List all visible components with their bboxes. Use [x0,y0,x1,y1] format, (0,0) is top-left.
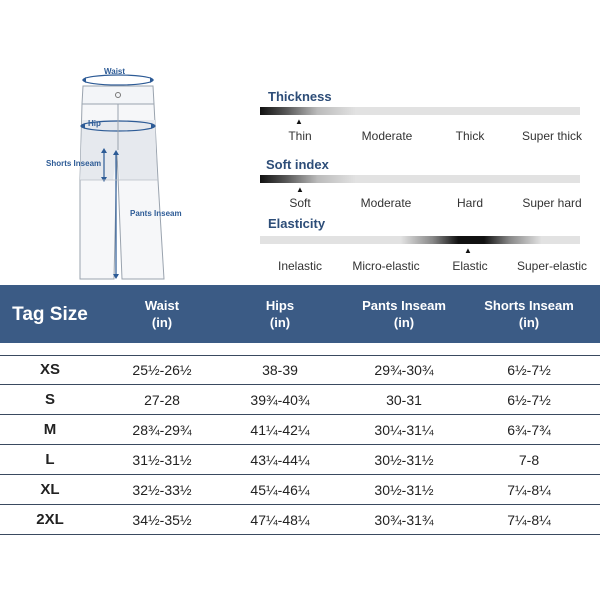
pants-measurement-diagram [0,0,260,285]
header-shorts-inseam-unit: (in) [518,315,540,330]
cell-size: 2XL [36,511,64,528]
cell-waist: 25½-26½ [132,362,192,378]
elasticity-option-inelastic: Inelastic [277,259,323,273]
header-pants-inseam [345,285,463,343]
table-row [0,386,600,415]
cell-pants-inseam: 30¾-31¾ [374,512,434,528]
header-waist-unit: (in) [151,315,173,330]
elasticity-option-micro-elastic: Micro-elastic [352,259,420,273]
elasticity-option-elastic: Elastic [452,259,488,273]
cell-shorts-inseam: 7-8 [518,452,540,468]
cell-waist: 32½-33½ [132,482,192,498]
pants-inseam-label: Pants Inseam [130,209,182,218]
cell-waist: 27-28 [144,392,180,408]
header-pants-inseam-label: Pants Inseam [362,298,446,313]
cell-waist: 28¾-29¾ [132,422,192,438]
header-hips-label: Hips [265,298,295,313]
cell-size: L [45,451,55,468]
hip-label: Hip [88,119,101,128]
header-tag-size [0,285,100,343]
cell-pants-inseam: 30½-31½ [374,482,434,498]
thickness-option-super-thick: Super thick [521,129,583,143]
cell-shorts-inseam: 7¼-8¼ [507,512,551,528]
cell-hips: 45¼-46¼ [250,482,310,498]
header-waist [112,285,212,343]
cell-hips: 41¼-42¼ [250,422,310,438]
cell-hips: 43¼-44¼ [250,452,310,468]
cell-size: XS [39,361,60,378]
table-row [0,476,600,505]
elasticity-scale-bar [260,236,580,244]
elasticity-option-super-elastic: Super-elastic [516,259,588,273]
cell-waist: 31½-31½ [132,452,192,468]
size-chart-table [0,285,600,535]
cell-pants-inseam: 30¼-31¼ [374,422,434,438]
cell-hips: 47¼-48¼ [250,512,310,528]
thickness-option-thin: Thin [288,129,312,143]
header-hips [230,285,330,343]
cell-pants-inseam: 30½-31½ [374,452,434,468]
cell-size: M [43,421,57,438]
elasticity-title: Elasticity [268,216,326,231]
thickness-option-thick: Thick [455,129,485,143]
cell-hips: 38-39 [262,362,298,378]
table-row [0,446,600,475]
shorts-inseam-label: Shorts Inseam [46,159,102,168]
soft-index-title: Soft index [266,157,329,172]
cell-shorts-inseam: 7¼-8¼ [507,482,551,498]
soft-index-indicator-icon: ▲ [296,185,304,194]
cell-size: XL [40,481,60,498]
thickness-title: Thickness [268,89,332,104]
cell-shorts-inseam: 6¾-7¾ [507,422,551,438]
header-shorts-inseam [470,285,588,343]
elasticity-indicator-icon: ▲ [464,246,472,255]
cell-shorts-inseam: 6½-7½ [507,362,551,378]
cell-pants-inseam: 30-31 [386,392,422,408]
soft-index-option-super-hard: Super hard [522,196,582,210]
soft-index-option-soft: Soft [289,196,311,210]
header-shorts-inseam-label: Shorts Inseam [484,298,574,313]
header-pants-inseam-unit: (in) [393,315,415,330]
soft-index-option-moderate: Moderate [360,196,412,210]
header-tag-size-label: Tag Size [12,303,88,325]
fabric-properties [258,83,600,283]
thickness-scale-bar [260,107,580,115]
cell-pants-inseam: 29¾-30¾ [374,362,434,378]
thickness-indicator-icon: ▲ [295,117,303,126]
cell-waist: 34½-35½ [132,512,192,528]
table-row [0,356,600,385]
size-chart-header [0,285,600,343]
header-waist-label: Waist [144,298,180,313]
header-hips-unit: (in) [269,315,291,330]
waist-label: Waist [104,67,126,76]
soft-index-scale-bar [260,175,580,183]
cell-size: S [44,391,55,408]
soft-index-option-hard: Hard [456,196,484,210]
pants-outline-illustration [0,0,260,285]
table-row [0,506,600,535]
thickness-option-moderate: Moderate [361,129,413,143]
table-row [0,416,600,445]
cell-hips: 39¾-40¾ [250,392,310,408]
cell-shorts-inseam: 6½-7½ [507,392,551,408]
